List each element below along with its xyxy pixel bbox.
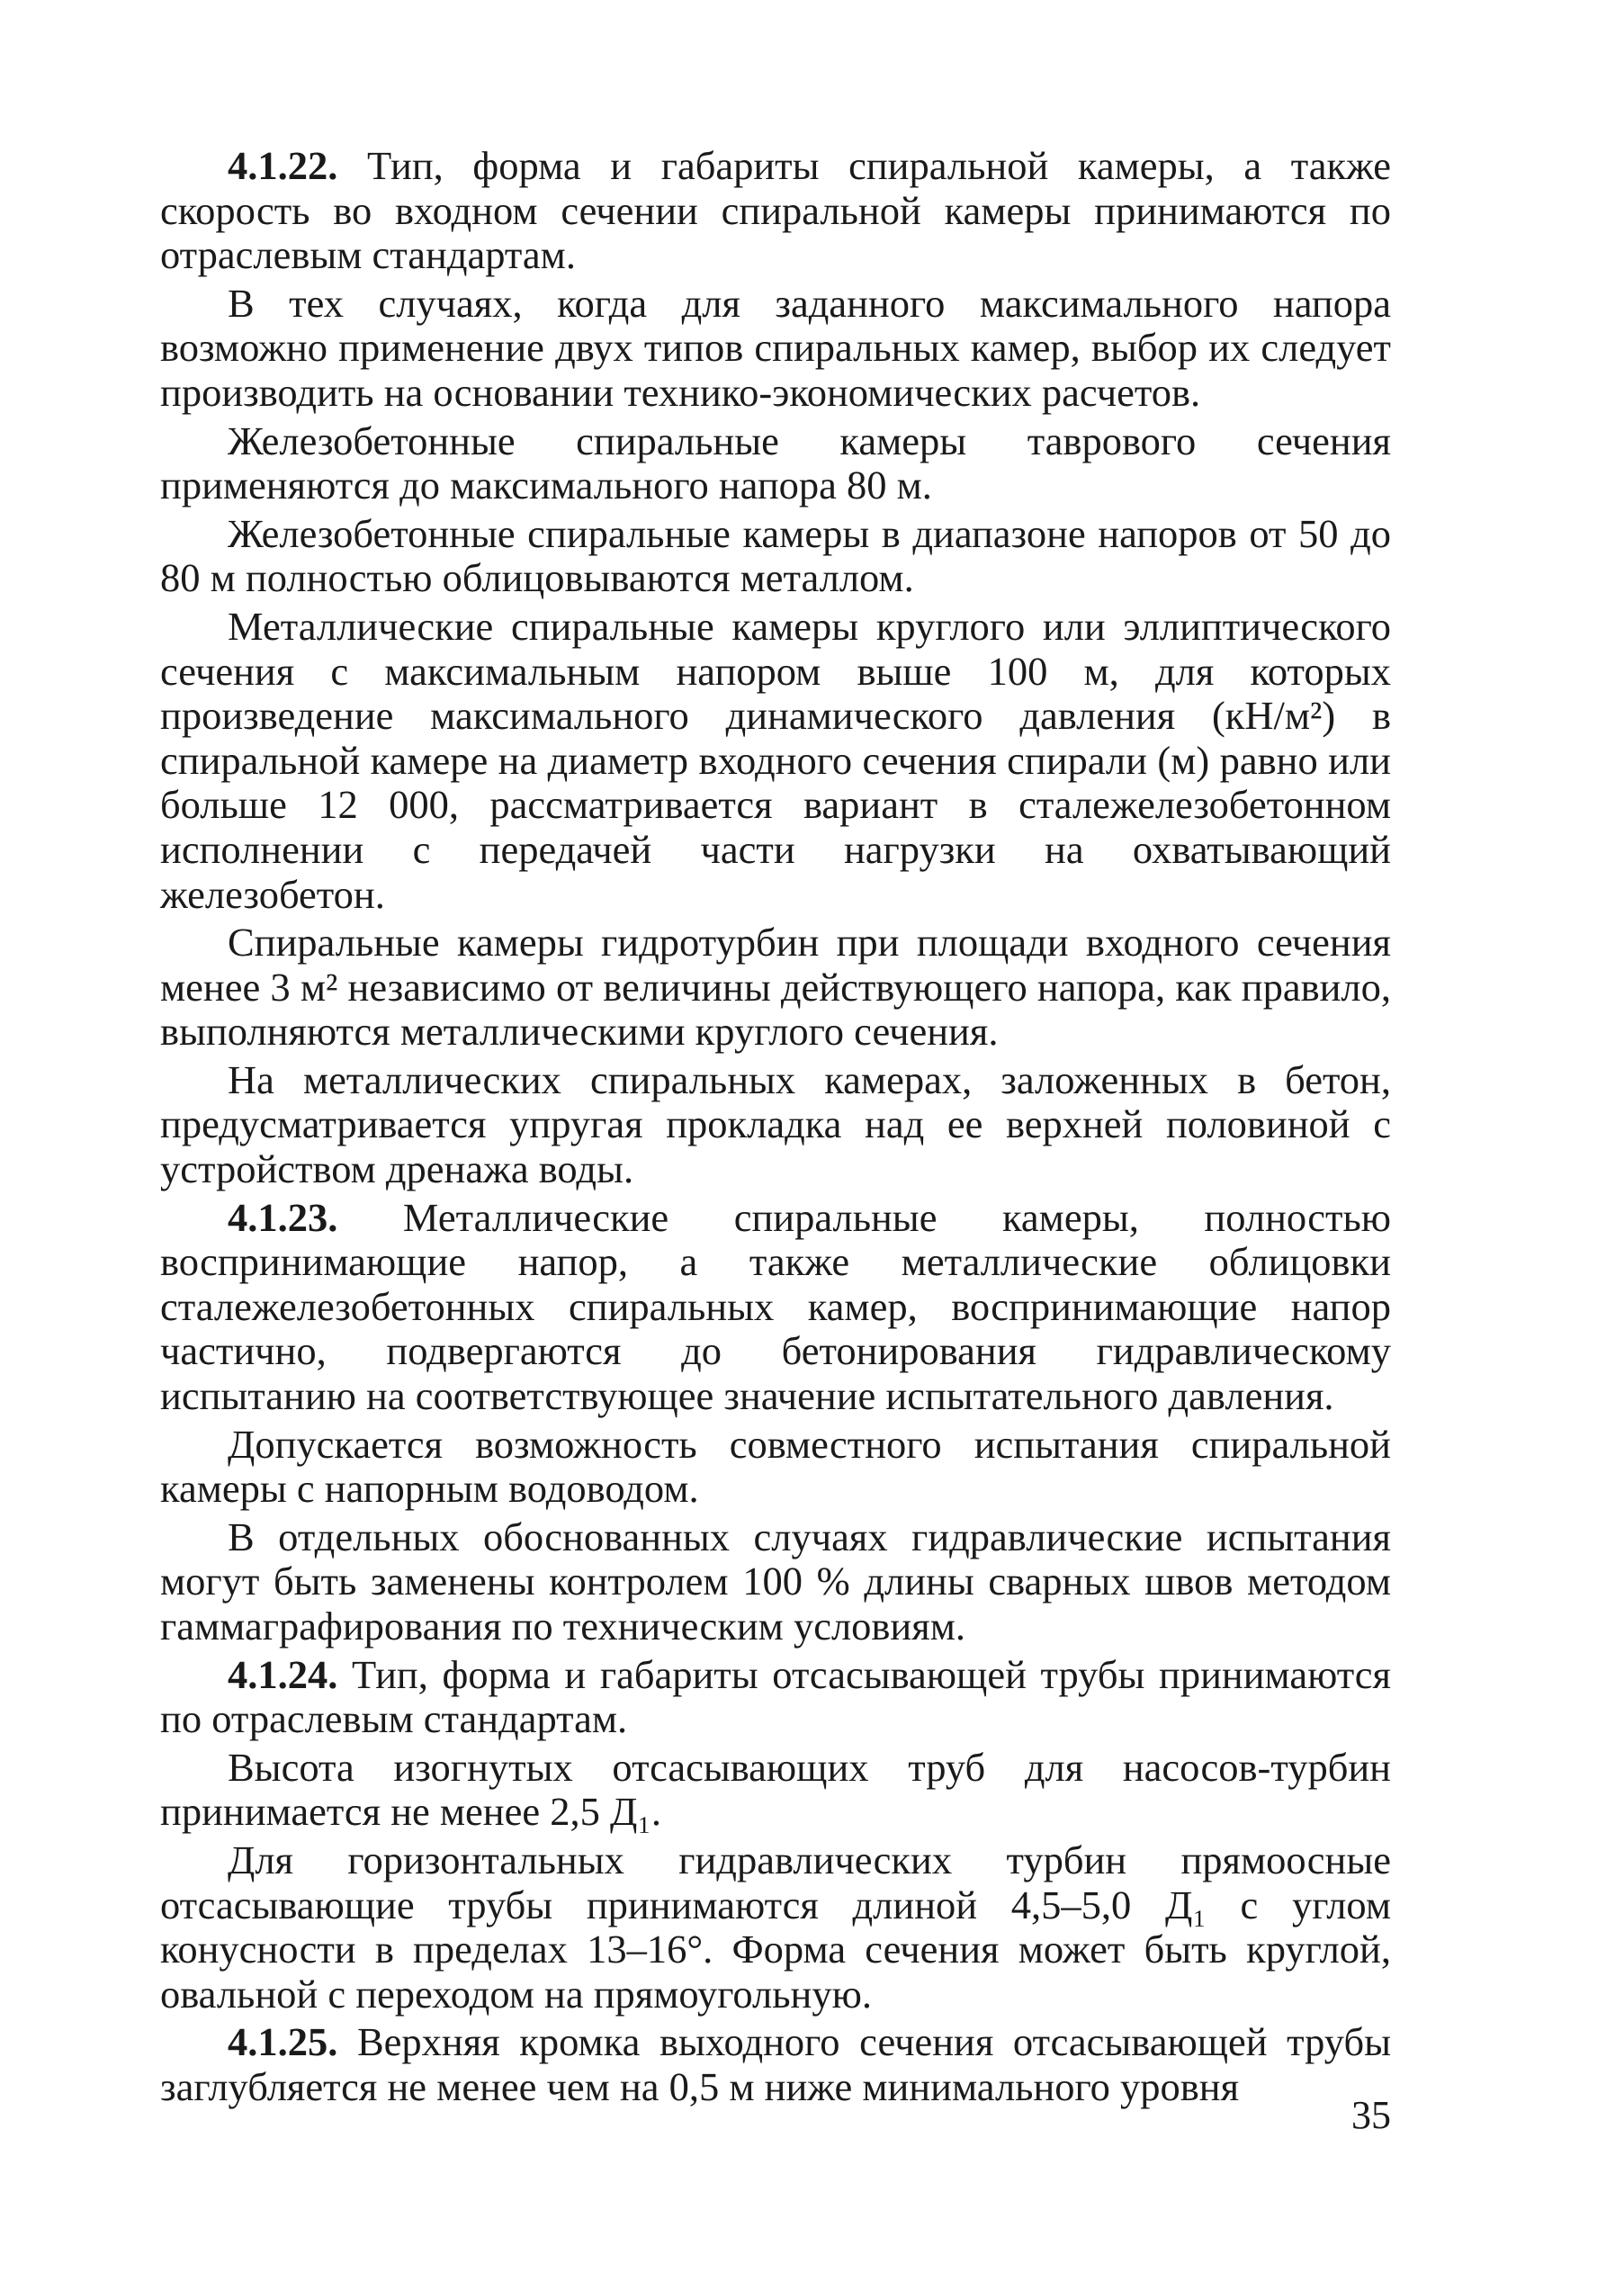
paragraph-text: Тип, форма и габариты отсасывающей трубы принимаются по отраслевым стандартам.	[160, 1651, 1391, 1742]
paragraph-text: Железобетонные спиральные камеры таврового сечения применяются до максимального напора 80 м.	[160, 418, 1391, 508]
document-body	[160, 144, 1391, 2114]
clause-number: 4.1.23.	[228, 1194, 338, 1240]
paragraph	[160, 1515, 1391, 1649]
paragraph	[160, 282, 1391, 416]
paragraph	[160, 921, 1391, 1055]
clause-number: 4.1.22.	[228, 143, 338, 188]
paragraph	[160, 605, 1391, 917]
paragraph-text: В тех случаях, когда для заданного максимального напора возможно применение двух типов спиральных камер, выбор их следует производить на основании технико-экономических расчетов.	[160, 280, 1391, 415]
paragraph-text: Спиральные камеры гидротурбин при площади входного сечения менее 3 м² независимо от величины действующего напора, как правило, выполняются металлическими круглого сечения.	[160, 920, 1391, 1055]
paragraph	[160, 419, 1391, 508]
paragraph-text: Верхняя кромка выходного сечения отсасывающей трубы заглубляется не менее чем на 0,5 м ниже минимального уровня	[160, 2019, 1391, 2109]
paragraph-text: Тип, форма и габариты спиральной камеры, а также скорость во входном сечении спиральной камеры принимаются по отраслевым стандартам.	[160, 143, 1391, 278]
paragraph-text: Металлические спиральные камеры, полностью воспринимающие напор, а также металлические облицовки сталежелезобетонных спиральных камер, воспринимающие напор частично, подвергаются до бетонирования гидравлическому испытанию на соответствующее значение испытательного давления.	[160, 1194, 1391, 1419]
paragraph-text: Для горизонтальных гидравлических турбин прямоосные отсасывающие трубы принимаются длиной 4,5–5,0 Д₁ с углом конусности в пределах 13–16°. Форма сечения может быть круглой, овальной с переходом на прямоугольную.	[160, 1837, 1391, 2017]
paragraph-4-1-22	[160, 144, 1391, 278]
paragraph	[160, 1746, 1391, 1835]
paragraph	[160, 512, 1391, 601]
page-number: 35	[1351, 2093, 1391, 2137]
paragraph-text: На металлических спиральных камерах, заложенных в бетон, предусматривается упругая прокладка над ее верхней половиной с устройством дренажа воды.	[160, 1056, 1391, 1192]
paragraph	[160, 1838, 1391, 2017]
paragraph-4-1-24	[160, 1653, 1391, 1742]
paragraph-text: Железобетонные спиральные камеры в диапазоне напоров от 50 до 80 м полностью облицовываются металлом.	[160, 510, 1391, 601]
paragraph-4-1-23	[160, 1196, 1391, 1419]
paragraph-text: Металлические спиральные камеры круглого или эллиптического сечения с максимальным напором выше 100 м, для которых произведение максимального динамического давления (кН/м²) в спиральной камере на диаметр входного сечения спирали (м) равно или больше 12 000, рассматривается вариант в сталежелезобетонном исполнении с передачей части нагрузки на охватывающий железобетон.	[160, 603, 1391, 917]
clause-number: 4.1.24.	[228, 1651, 338, 1697]
paragraph-text: Высота изогнутых отсасывающих труб для насосов-турбин принимается не менее 2,5 Д₁.	[160, 1744, 1391, 1835]
paragraph-text: Допускается возможность совместного испытания спиральной камеры с напорным водоводом.	[160, 1421, 1391, 1512]
paragraph-4-1-25	[160, 2020, 1391, 2109]
paragraph	[160, 1058, 1391, 1192]
paragraph-text: В отдельных обоснованных случаях гидравлические испытания могут быть заменены контролем 100 % длины сварных швов методом гаммаграфирования по техническим условиям.	[160, 1514, 1391, 1649]
clause-number: 4.1.25.	[228, 2019, 338, 2065]
paragraph	[160, 1423, 1391, 1512]
